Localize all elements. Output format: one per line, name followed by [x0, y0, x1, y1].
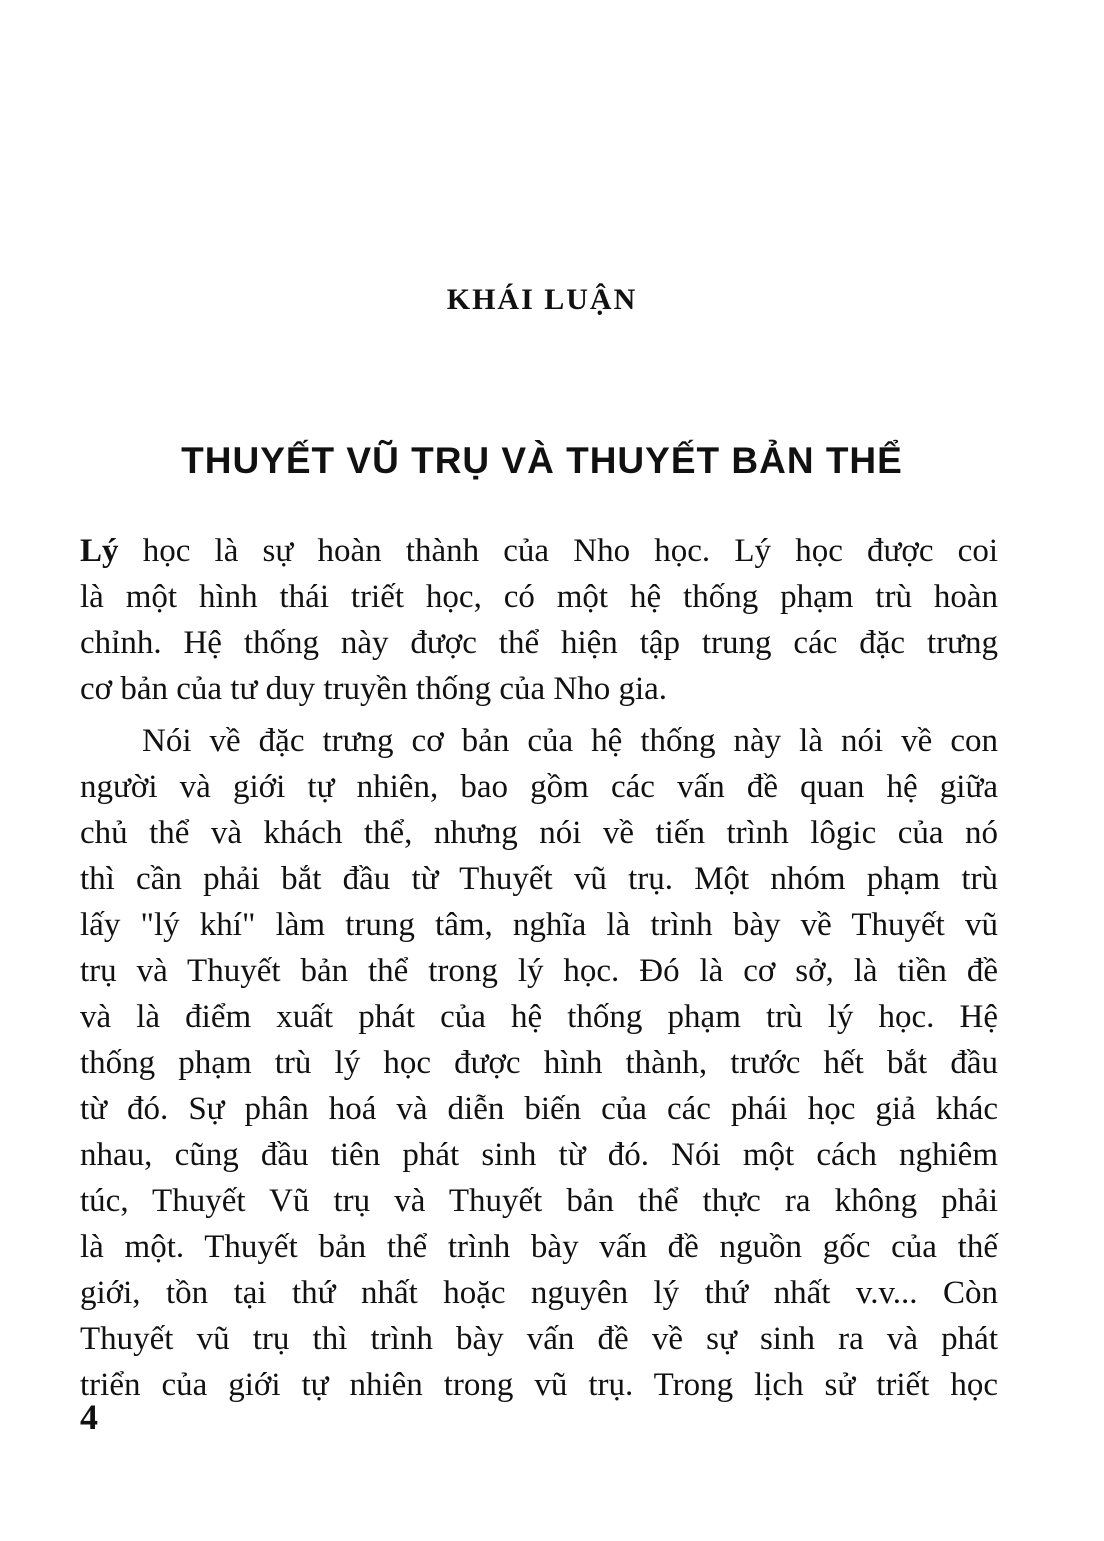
text-line: Nói về đặc trưng cơ bản của hệ thống này là nói về con	[142, 723, 998, 759]
text-line: giới, tồn tại thứ nhất hoặc nguyên lý thứ nhất v.v... Còn	[80, 1275, 998, 1311]
text-line: thì cần phải bắt đầu từ Thuyết vũ trụ. Một nhóm phạm trù	[80, 861, 998, 897]
text-line: lấy "lý khí" làm trung tâm, nghĩa là trình bày về Thuyết vũ	[80, 907, 998, 943]
text-line: trụ và Thuyết bản thể trong lý học. Đó là cơ sở, là tiền đề	[80, 953, 998, 989]
chapter-title: THUYẾT VŨ TRỤ VÀ THUYẾT BẢN THỂ	[181, 440, 903, 481]
paragraph-2	[80, 718, 998, 1408]
line-text: học là sự hoàn thành của Nho học. Lý học được coi	[142, 533, 999, 569]
text-line: là một hình thái triết học, có một hệ thống phạm trù hoàn	[80, 579, 998, 615]
section-label: KHÁI LUẬN	[446, 283, 638, 316]
text-line: thống phạm trù lý học được hình thành, trước hết bắt đầu	[80, 1045, 998, 1081]
text-line: là một. Thuyết bản thể trình bày vấn đề nguồn gốc của thế	[80, 1229, 998, 1265]
text-line: từ đó. Sự phân hoá và diễn biến của các phái học giả khác	[80, 1091, 998, 1127]
text-line	[80, 528, 998, 574]
text-line: chủ thể và khách thể, nhưng nói về tiến trình lôgic của nó	[80, 815, 998, 851]
text-line: và là điểm xuất phát của hệ thống phạm trù lý học. Hệ	[80, 999, 998, 1035]
drop-cap: Lý	[80, 533, 119, 569]
text-line: nhau, cũng đầu tiên phát sinh từ đó. Nói một cách nghiêm	[80, 1137, 998, 1173]
paragraph-1	[80, 528, 998, 712]
text-line: chỉnh. Hệ thống này được thể hiện tập trung các đặc trưng	[80, 625, 998, 661]
text-line: Thuyết vũ trụ thì trình bày vấn đề về sự sinh ra và phát	[80, 1321, 998, 1357]
page-number: 4	[80, 1397, 98, 1437]
text-line: triển của giới tự nhiên trong vũ trụ. Trong lịch sử triết học	[80, 1367, 998, 1403]
body-text	[80, 528, 998, 1408]
text-line: túc, Thuyết Vũ trụ và Thuyết bản thể thực ra không phải	[80, 1183, 998, 1219]
text-line: người và giới tự nhiên, bao gồm các vấn đề quan hệ giữa	[80, 769, 998, 805]
text-line: cơ bản của tư duy truyền thống của Nho gia.	[80, 671, 668, 707]
